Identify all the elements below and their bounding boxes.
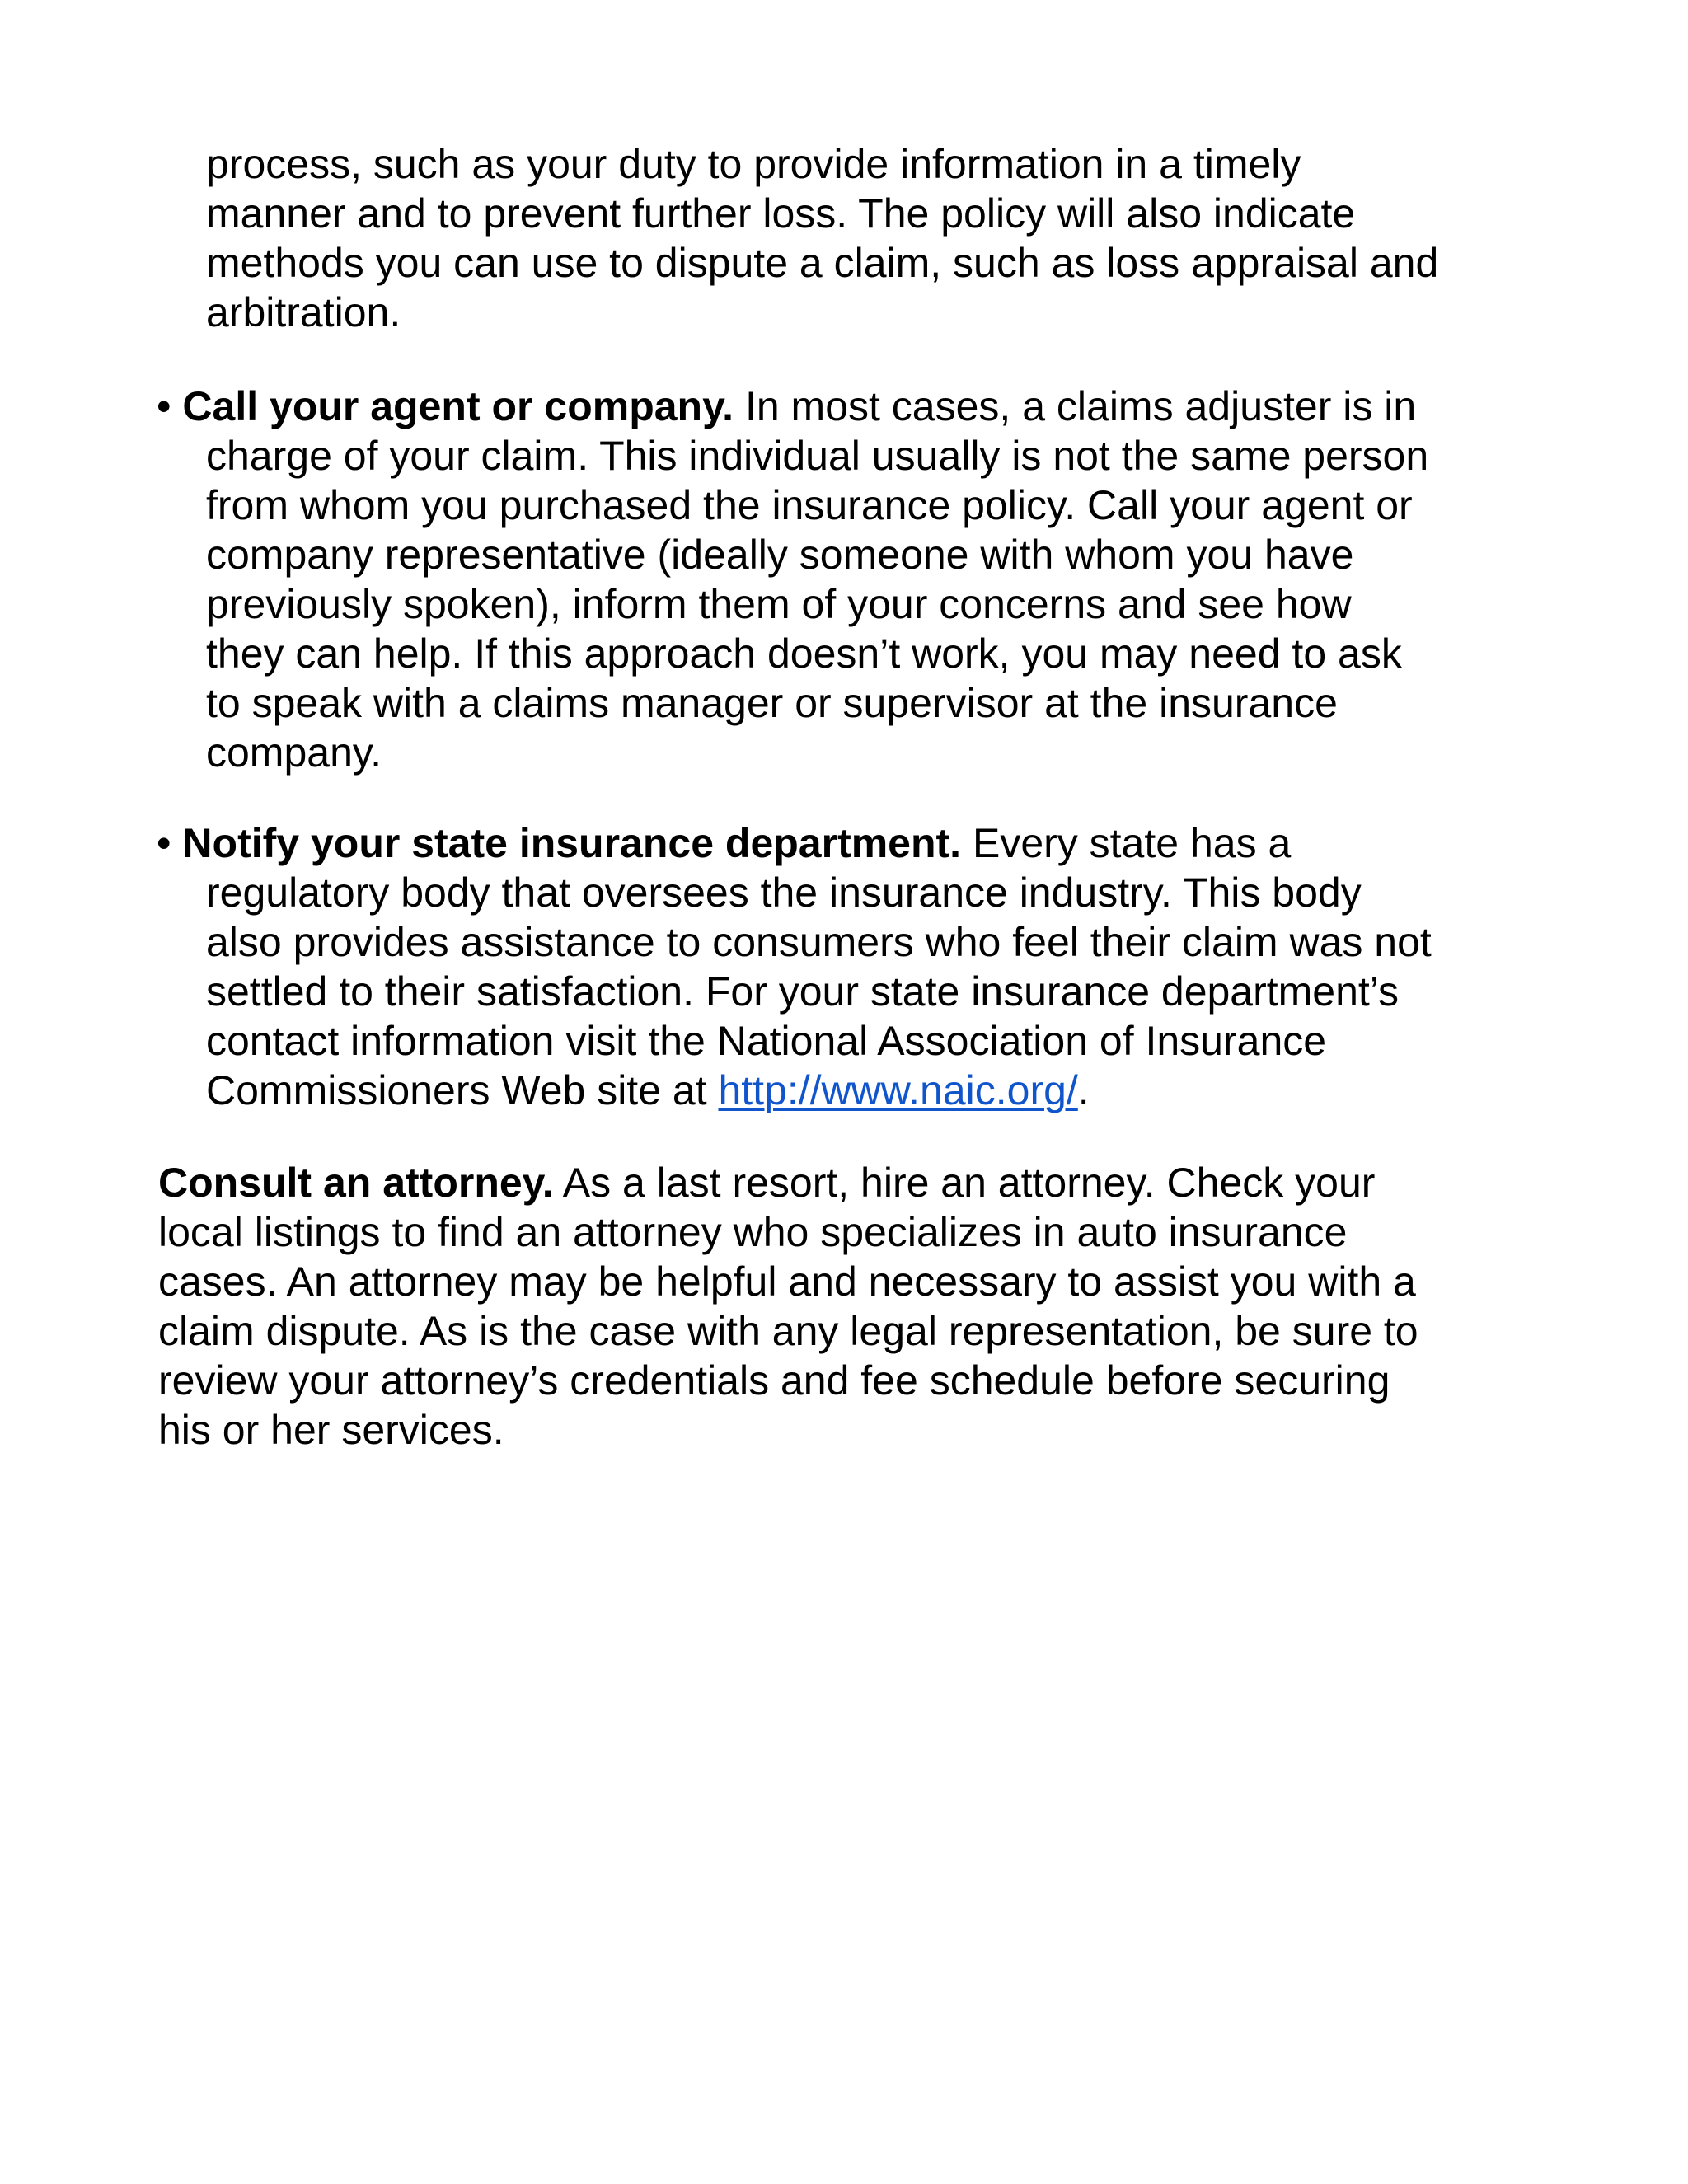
intro-continuation-paragraph: [206, 139, 1438, 337]
text-line: his or her services.: [158, 1407, 504, 1453]
text-line: arbitration.: [206, 289, 401, 335]
paragraph-first-line: [158, 1158, 1418, 1207]
text-line: review your attorney’s credentials and fee schedule before securing: [158, 1357, 1390, 1404]
bullet-first-line: [157, 382, 1428, 431]
text-line: regulatory body that oversees the insurance industry. This body: [206, 869, 1362, 916]
bullet-text: In most cases, a claims adjuster is in: [734, 383, 1417, 429]
link-prefix-text: Commissioners Web site at: [206, 1067, 719, 1113]
text-line: methods you can use to dispute a claim, such as loss appraisal and: [206, 240, 1439, 286]
link-suffix-text: .: [1077, 1067, 1090, 1113]
bullet-marker: •: [157, 820, 171, 866]
text-line: company.: [206, 729, 382, 776]
paragraph-text: As a last resort, hire an attorney. Check your: [553, 1160, 1376, 1206]
text-line: local listings to find an attorney who specializes in auto insurance: [158, 1209, 1348, 1255]
bullet-heading: Notify your state insurance department.: [182, 820, 962, 866]
attorney-paragraph: [158, 1158, 1418, 1455]
text-line: previously spoken), inform them of your concerns and see how: [206, 581, 1352, 627]
bullet-text: Every state has a: [961, 820, 1292, 866]
text-line: to speak with a claims manager or supervisor at the insurance: [206, 680, 1338, 726]
text-line: settled to their satisfaction. For your state insurance department’s: [206, 968, 1400, 1015]
bullet-item-call-agent: [157, 382, 1428, 777]
text-line-with-link: [157, 1066, 1432, 1115]
text-line: manner and to prevent further loss. The policy will also indicate: [206, 190, 1356, 237]
text-line: claim dispute. As is the case with any legal representation, be sure to: [158, 1308, 1418, 1354]
naic-website-link[interactable]: http://www.naic.org/: [718, 1067, 1078, 1113]
paragraph-heading: Consult an attorney.: [158, 1160, 554, 1206]
text-line: they can help. If this approach doesn’t work, you may need to ask: [206, 630, 1402, 677]
text-line: company representative (ideally someone with whom you have: [206, 532, 1354, 578]
text-line: cases. An attorney may be helpful and necessary to assist you with a: [158, 1258, 1416, 1305]
text-line: from whom you purchased the insurance policy. Call your agent or: [206, 482, 1413, 528]
bullet-first-line: [157, 818, 1432, 868]
text-line: contact information visit the National Association of Insurance: [206, 1018, 1327, 1064]
bullet-heading: Call your agent or company.: [182, 383, 734, 429]
text-line: charge of your claim. This individual usually is not the same person: [206, 433, 1429, 479]
text-line: process, such as your duty to provide information in a timely: [206, 141, 1301, 187]
bullet-marker: •: [157, 383, 171, 429]
bullet-item-notify-state: [157, 818, 1432, 1115]
text-line: also provides assistance to consumers who feel their claim was not: [206, 919, 1432, 965]
